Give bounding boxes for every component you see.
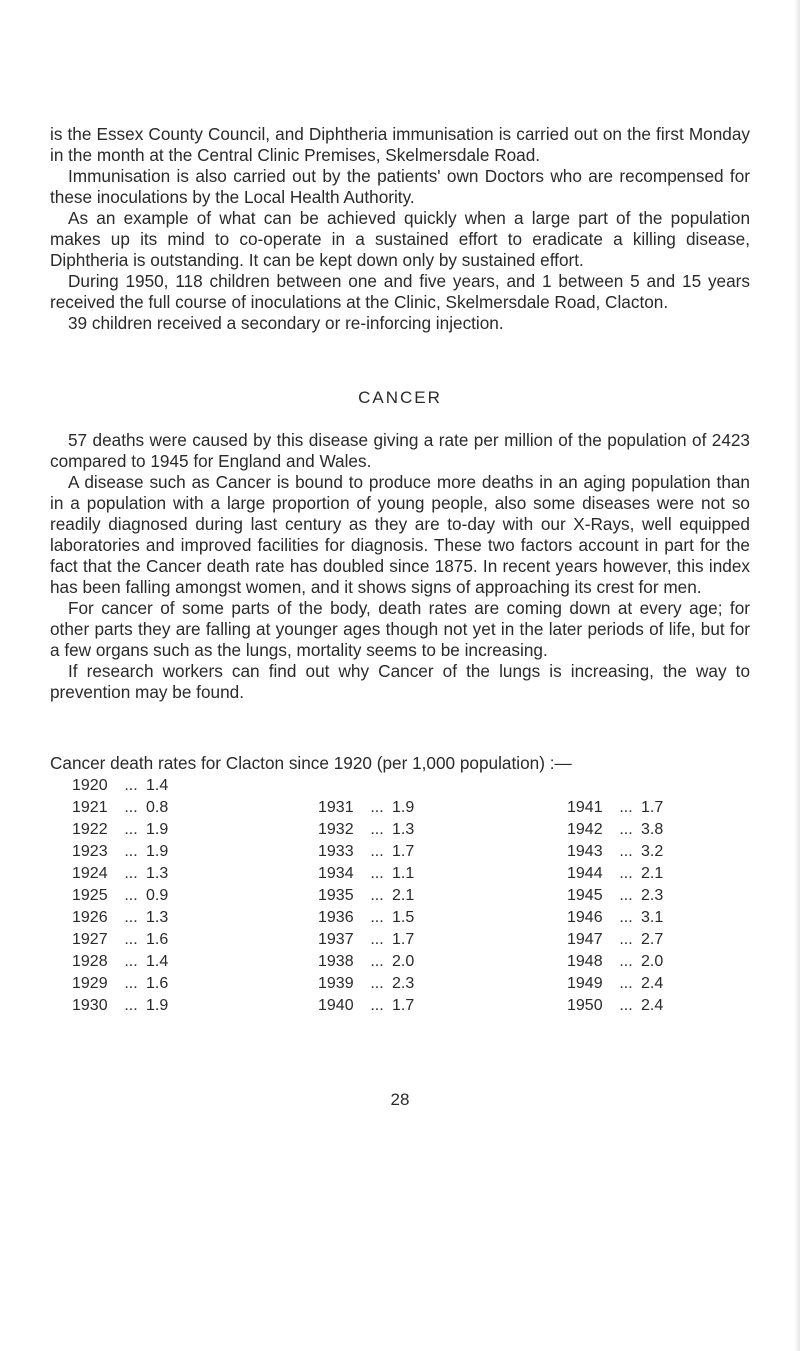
- rate-cell: 2.1: [641, 865, 664, 882]
- table-row: [72, 929, 176, 951]
- paragraph: Immunisation is also carried out by the patients' own Doctors who are recompensed for these inoculations by the Local Health Authority.: [50, 166, 750, 207]
- table-row: [567, 907, 671, 929]
- diphtheria-section: [50, 124, 750, 334]
- paragraph: 39 children received a secondary or re-inforcing injection.: [68, 313, 504, 333]
- leader-dots: ...: [124, 887, 138, 904]
- rate-cell: 2.4: [641, 975, 664, 992]
- paragraph: During 1950, 118 children between one and five years, and 1 between 5 and 15 years received the full course of inoculations at the Clinic, Skelmersdale Road, Clacton.: [50, 271, 750, 312]
- table-row: [318, 929, 422, 951]
- table-row: [72, 951, 176, 973]
- table-row: [318, 841, 422, 863]
- rate-cell: 3.2: [641, 843, 664, 860]
- year-cell: 1921: [72, 799, 108, 816]
- rate-cell: 1.9: [146, 843, 169, 860]
- rate-cell: 2.3: [641, 887, 664, 904]
- rate-cell: 1.1: [392, 865, 415, 882]
- rate-cell: 1.4: [146, 953, 169, 970]
- paragraph: For cancer of some parts of the body, death rates are coming down at every age; for other parts they are falling at younger ages though not yet in the later periods of life, but for a few organs such as the lungs, mortality seems to be increasing.: [50, 598, 750, 660]
- year-cell: 1929: [72, 975, 108, 992]
- year-cell: 1948: [567, 953, 603, 970]
- table-row: [567, 995, 671, 1017]
- leader-dots: ...: [619, 997, 633, 1014]
- leader-dots: ...: [370, 843, 384, 860]
- year-cell: 1928: [72, 953, 108, 970]
- year-cell: 1933: [318, 843, 354, 860]
- rate-cell: 1.5: [392, 909, 415, 926]
- table-row: [72, 797, 176, 819]
- table-row: [72, 819, 176, 841]
- paragraph: 57 deaths were caused by this disease giving a rate per million of the population of 2423 compared to 1945 for England and Wales.: [50, 430, 750, 471]
- paragraph: is the Essex County Council, and Diphtheria immunisation is carried out on the first Monday in the month at the Central Clinic Premises, Skelmersdale Road.: [50, 124, 750, 165]
- year-cell: 1938: [318, 953, 354, 970]
- rates-column-1940s: [567, 797, 671, 1017]
- table-row: [318, 885, 422, 907]
- leader-dots: ...: [124, 997, 138, 1014]
- year-cell: 1941: [567, 799, 603, 816]
- table-row: [567, 973, 671, 995]
- leader-dots: ...: [370, 887, 384, 904]
- leader-dots: ...: [124, 843, 138, 860]
- rate-cell: 1.6: [146, 931, 169, 948]
- year-cell: 1947: [567, 931, 603, 948]
- rate-cell: 2.3: [392, 975, 415, 992]
- rate-cell: 2.7: [641, 931, 664, 948]
- table-row: [318, 907, 422, 929]
- leader-dots: ...: [370, 865, 384, 882]
- rate-cell: 1.3: [392, 821, 415, 838]
- year-cell: 1926: [72, 909, 108, 926]
- leader-dots: ...: [370, 997, 384, 1014]
- rate-cell: 1.7: [392, 997, 415, 1014]
- leader-dots: ...: [124, 799, 138, 816]
- table-row: [318, 995, 422, 1017]
- leader-dots: ...: [619, 887, 633, 904]
- leader-dots: ...: [619, 821, 633, 838]
- rate-cell: 1.7: [641, 799, 664, 816]
- leader-dots: ...: [370, 975, 384, 992]
- table-row: [72, 907, 176, 929]
- rate-cell: 2.1: [392, 887, 415, 904]
- rate-cell: 3.1: [641, 909, 664, 926]
- year-cell: 1922: [72, 821, 108, 838]
- paragraph: If research workers can find out why Cancer of the lungs is increasing, the way to prevention may be found.: [50, 661, 750, 702]
- rate-cell: 1.9: [392, 799, 415, 816]
- year-cell: 1940: [318, 997, 354, 1014]
- year-cell: 1945: [567, 887, 603, 904]
- leader-dots: ...: [619, 865, 633, 882]
- table-row: [567, 951, 671, 973]
- year-cell: 1949: [567, 975, 603, 992]
- table-row: [72, 863, 176, 885]
- table-row: [72, 775, 176, 797]
- table-row: [567, 863, 671, 885]
- leader-dots: ...: [619, 843, 633, 860]
- table-row: [318, 973, 422, 995]
- year-cell: 1943: [567, 843, 603, 860]
- section-heading: CANCER: [358, 388, 442, 407]
- leader-dots: ...: [124, 909, 138, 926]
- leader-dots: ...: [124, 931, 138, 948]
- leader-dots: ...: [619, 799, 633, 816]
- leader-dots: ...: [619, 975, 633, 992]
- rate-cell: 1.4: [146, 777, 169, 794]
- table-row: [567, 797, 671, 819]
- year-cell: 1946: [567, 909, 603, 926]
- year-cell: 1939: [318, 975, 354, 992]
- table-row: [318, 797, 422, 819]
- table-row: [567, 819, 671, 841]
- rate-cell: 1.7: [392, 843, 415, 860]
- year-cell: 1931: [318, 799, 354, 816]
- rate-cell: 2.4: [641, 997, 664, 1014]
- leader-dots: ...: [619, 931, 633, 948]
- leader-dots: ...: [370, 821, 384, 838]
- table-row: [567, 841, 671, 863]
- rate-cell: 0.9: [146, 887, 169, 904]
- leader-dots: ...: [370, 931, 384, 948]
- year-cell: 1934: [318, 865, 354, 882]
- leader-dots: ...: [124, 953, 138, 970]
- year-cell: 1937: [318, 931, 354, 948]
- leader-dots: ...: [124, 865, 138, 882]
- leader-dots: ...: [124, 975, 138, 992]
- year-cell: 1950: [567, 997, 603, 1014]
- page-edge-shadow: [794, 0, 800, 1351]
- year-cell: 1932: [318, 821, 354, 838]
- table-row: [72, 973, 176, 995]
- table-row: [318, 951, 422, 973]
- rate-cell: 1.6: [146, 975, 169, 992]
- leader-dots: ...: [619, 909, 633, 926]
- rate-cell: 3.8: [641, 821, 664, 838]
- year-cell: 1924: [72, 865, 108, 882]
- year-cell: 1927: [72, 931, 108, 948]
- paragraph: A disease such as Cancer is bound to produce more deaths in an aging population than in a population with a large proportion of young people, also some diseases were not so readily diagnosed during last century as they are to-day with our X-Rays, well equipped laboratories and improved facilities for diagnosis. These two factors account in part for the fact that the Cancer death rate has doubled since 1875. In recent years however, this index has been falling amongst women, and it shows signs of approaching its crest for men.: [50, 472, 750, 597]
- page-number: 28: [390, 1090, 410, 1109]
- year-cell: 1920: [72, 777, 108, 794]
- table-row: [72, 885, 176, 907]
- cancer-section: [50, 430, 750, 703]
- rate-cell: 1.7: [392, 931, 415, 948]
- year-cell: 1923: [72, 843, 108, 860]
- leader-dots: ...: [619, 953, 633, 970]
- rate-cell: 1.9: [146, 997, 169, 1014]
- paragraph: As an example of what can be achieved quickly when a large part of the population makes up its mind to co-operate in a sustained effort to eradicate a killing disease, Diphtheria is outstanding. It can be kept down only by sustained effort.: [50, 208, 750, 270]
- leader-dots: ...: [124, 821, 138, 838]
- rate-cell: 2.0: [392, 953, 415, 970]
- table-row: [567, 929, 671, 951]
- table-row: [72, 995, 176, 1017]
- rate-cell: 1.3: [146, 909, 169, 926]
- table-row: [567, 885, 671, 907]
- year-cell: 1930: [72, 997, 108, 1014]
- cancer-heading-wrap: [0, 388, 800, 408]
- rate-cell: 1.3: [146, 865, 169, 882]
- year-cell: 1944: [567, 865, 603, 882]
- rate-cell: 2.0: [641, 953, 664, 970]
- rates-column-1920s: [72, 775, 176, 1017]
- rates-column-1930s: [318, 797, 422, 1017]
- rate-cell: 1.9: [146, 821, 169, 838]
- rate-cell: 0.8: [146, 799, 169, 816]
- leader-dots: ...: [124, 777, 138, 794]
- leader-dots: ...: [370, 799, 384, 816]
- leader-dots: ...: [370, 909, 384, 926]
- table-row: [318, 863, 422, 885]
- year-cell: 1935: [318, 887, 354, 904]
- leader-dots: ...: [370, 953, 384, 970]
- year-cell: 1942: [567, 821, 603, 838]
- table-row: [72, 841, 176, 863]
- year-cell: 1925: [72, 887, 108, 904]
- table-row: [318, 819, 422, 841]
- table-title: Cancer death rates for Clacton since 1920 (per 1,000 population) :—: [50, 753, 572, 773]
- year-cell: 1936: [318, 909, 354, 926]
